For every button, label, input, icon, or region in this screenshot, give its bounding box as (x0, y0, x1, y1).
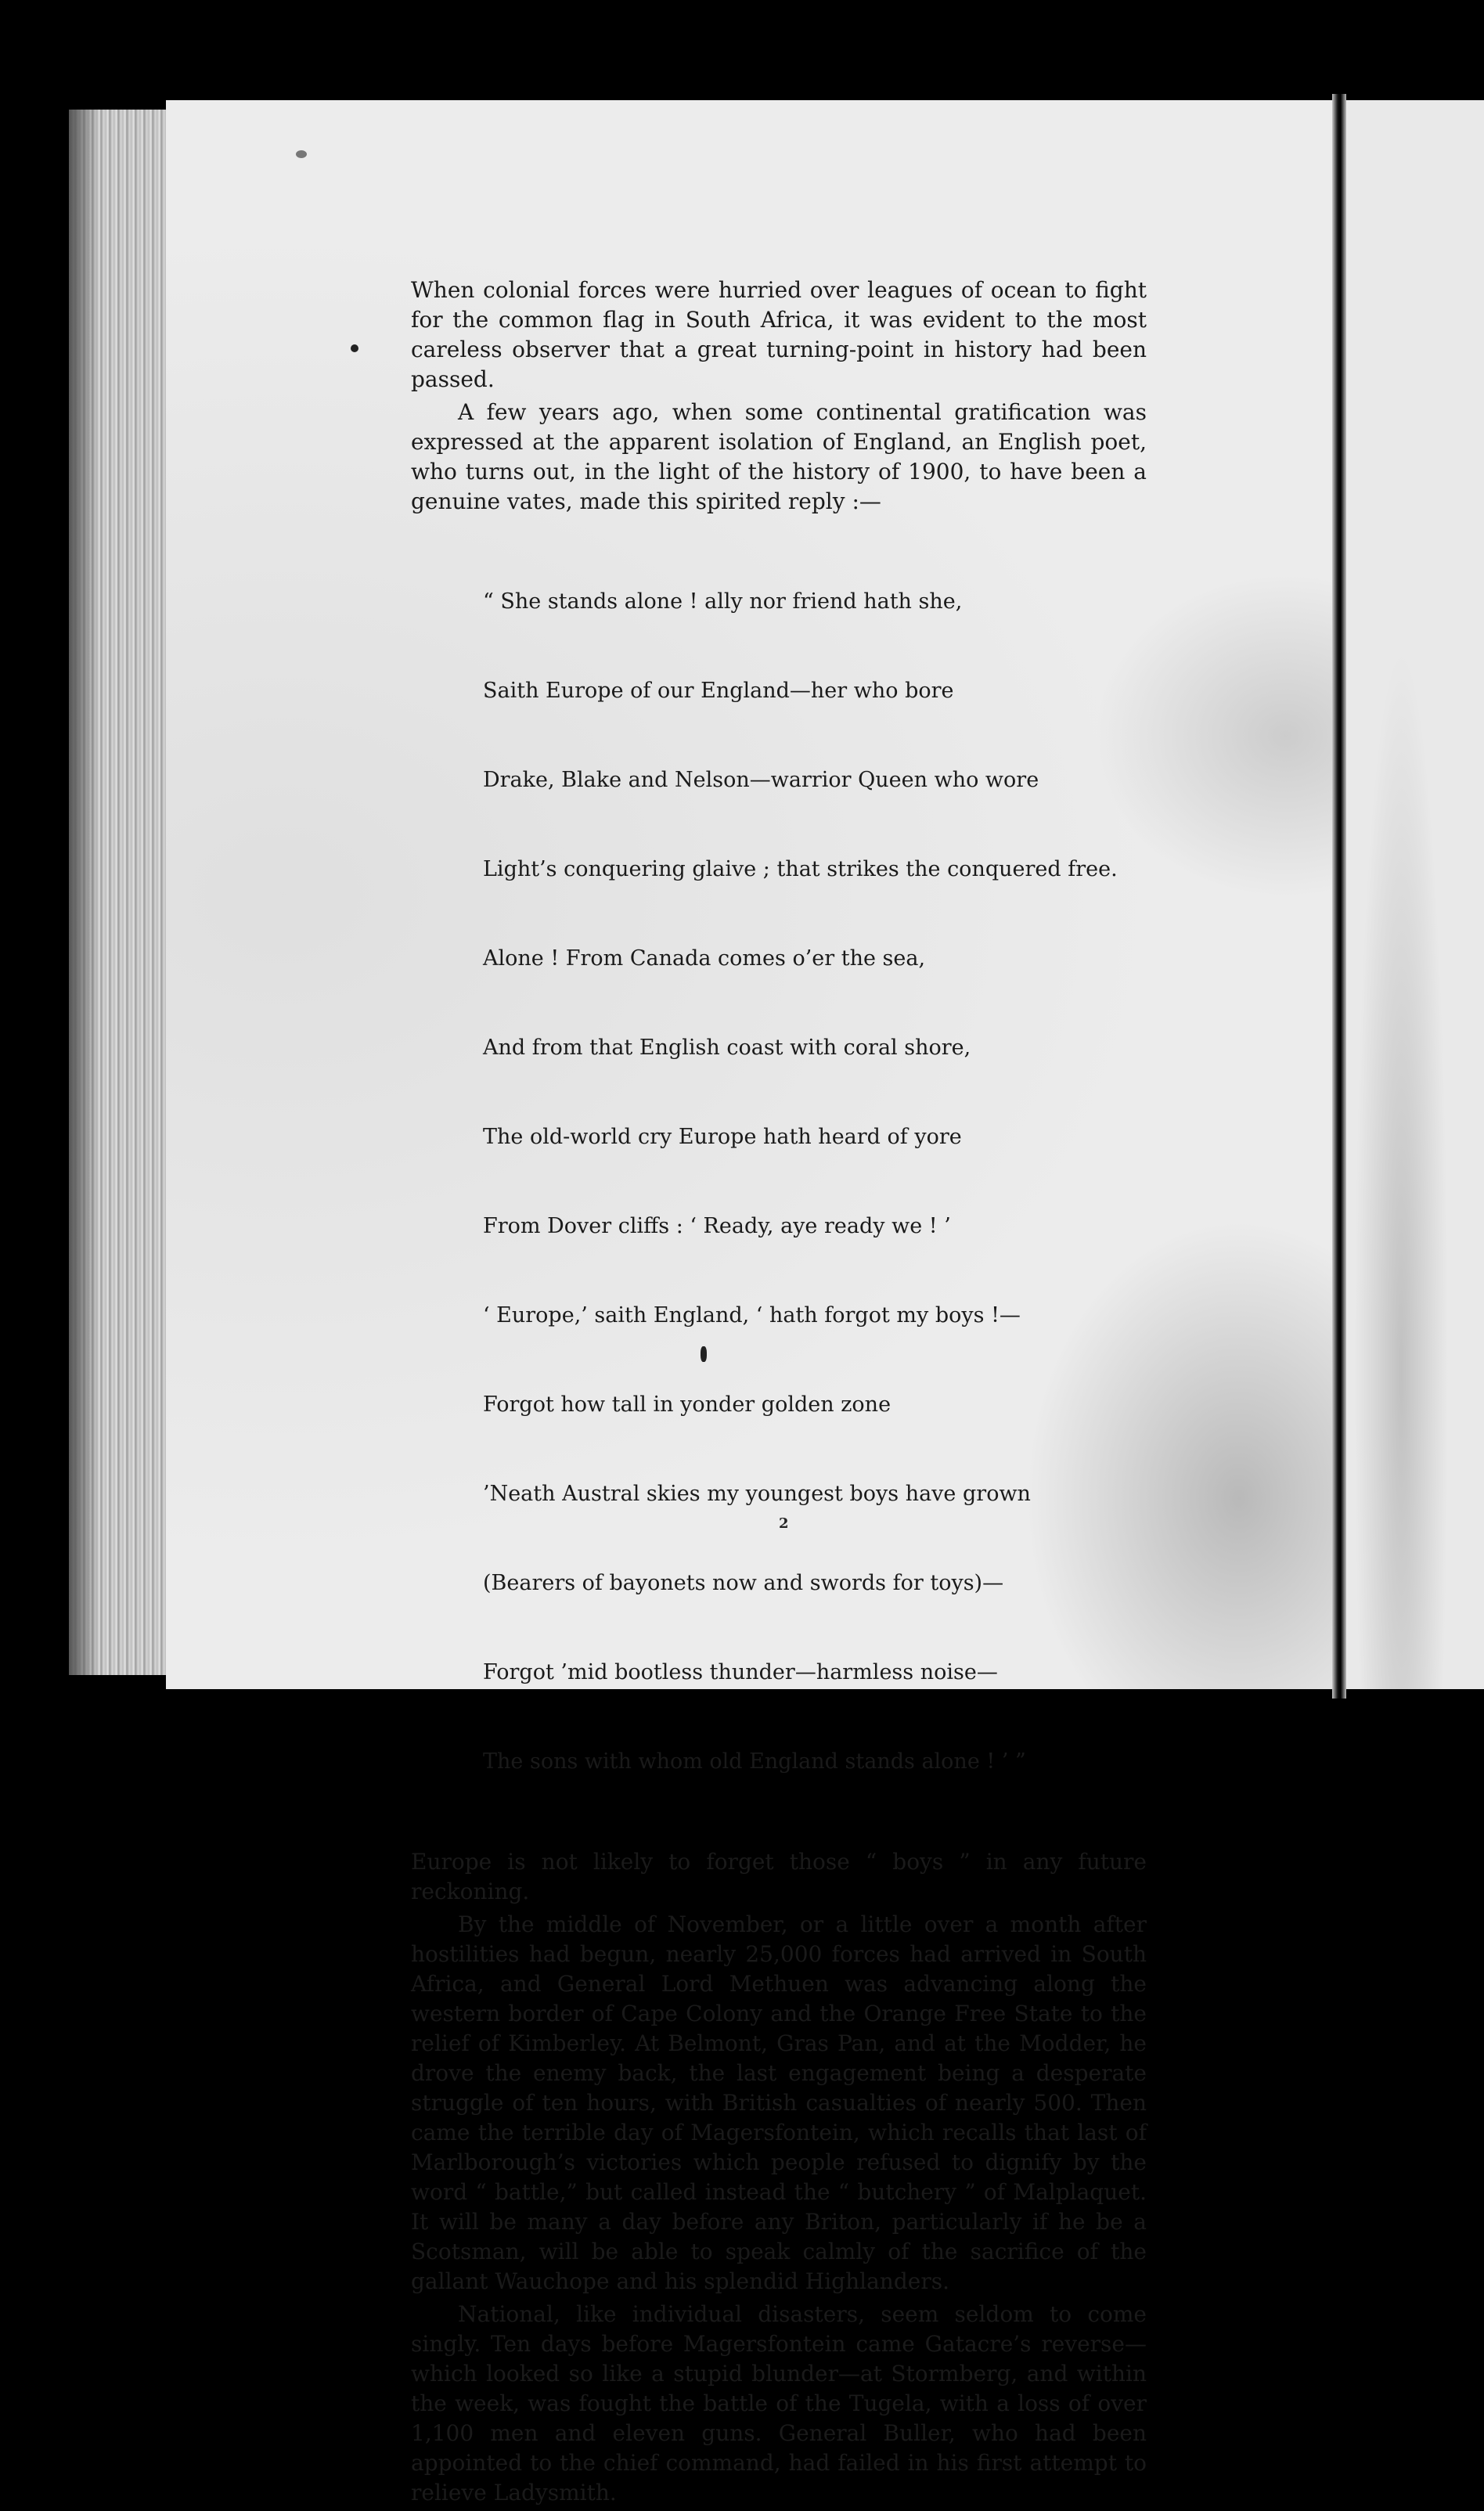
page-text-body (411, 276, 1147, 2511)
poem-line: Alone ! From Canada comes o’er the sea, (483, 946, 926, 971)
paragraph: A few years ago, when some continental gratification was expressed at the apparent isolation of England, an English poet, who turns out, in the light of the history of 1900, to have been a genuine vates, made this spirited reply :— (411, 399, 1147, 514)
poem-line: Saith Europe of our England—her who bore (483, 679, 954, 703)
poem-line: Forgot ’mid bootless thunder—harmless noise— (483, 1660, 998, 1684)
book-gutter (1332, 94, 1346, 1699)
ink-speck (296, 150, 307, 158)
book-edge-shadow (69, 110, 100, 1675)
poem-line: Light’s conquering glaive ; that strikes the conquered free. (483, 857, 1118, 881)
poem-line: (Bearers of bayonets now and swords for toys)— (483, 1571, 1004, 1595)
poem-block (483, 528, 1147, 1836)
page-number: 2 (779, 1515, 789, 1532)
poem-line: The old-world cry Europe hath heard of yore (483, 1125, 962, 1149)
paragraph: When colonial forces were hurried over leagues of ocean to fight for the common flag in South Africa, it was evident to the most careless observer that a great turning-point in history had been passed. (411, 277, 1147, 392)
ink-speck (351, 344, 358, 352)
poem-line: The sons with whom old England stands alone ! ’ ” (483, 1749, 1026, 1774)
paragraph: Europe is not likely to forget those “ boys ” in any future reckoning. (411, 1849, 1147, 1904)
poem-line: From Dover cliffs : ‘ Ready, aye ready we ! ’ (483, 1214, 951, 1238)
paragraph: By the middle of November, or a little over a month after hostilities had begun, nearly 25,000 forces had arrived in South Africa, and General Lord Methuen was advancing along the western border of Cape Colony and the Orange Free State to the relief of Kimberley. At Belmont, Gras Pan, and at the Modder, he drove the enemy back, the last engagement being a desperate struggle of ten hours, with British casualties of nearly 500. Then came the terrible day of Magersfontein, which recalls that last of Marlborough’s victories which people refused to dignify by the word “ battle,” but called instead the “ butchery ” of Malplaquet. It will be many a day before any Briton, particularly if he be a Scotsman, will be able to speak calmly of the sacrifice of the gallant Wauchope and his splendid Highlanders. (411, 1911, 1147, 2294)
poem-line: “ She stands alone ! ally nor friend hath she, (483, 589, 963, 614)
poem-line: Drake, Blake and Nelson—warrior Queen who wore (483, 768, 1039, 792)
poem-line: ‘ Europe,’ saith England, ‘ hath forgot my boys !— (483, 1303, 1021, 1328)
poem-line: Forgot how tall in yonder golden zone (483, 1392, 891, 1417)
right-page-sliver (1346, 100, 1484, 1689)
paragraph: National, like individual disasters, seem seldom to come singly. Ten days before Magersfontein came Gatacre’s reverse—which looked so like a stupid blunder—at Stormberg, and within the week, was fought the battle of the Tugela, with a loss of over 1,100 men and eleven guns. General Buller, who had been appointed to the chief command, had failed in his first attempt to relieve Ladysmith. (411, 2301, 1147, 2506)
poem-line: ’Neath Austral skies my youngest boys have grown (483, 1482, 1031, 1506)
poem-line: And from that English coast with coral shore, (483, 1036, 971, 1060)
